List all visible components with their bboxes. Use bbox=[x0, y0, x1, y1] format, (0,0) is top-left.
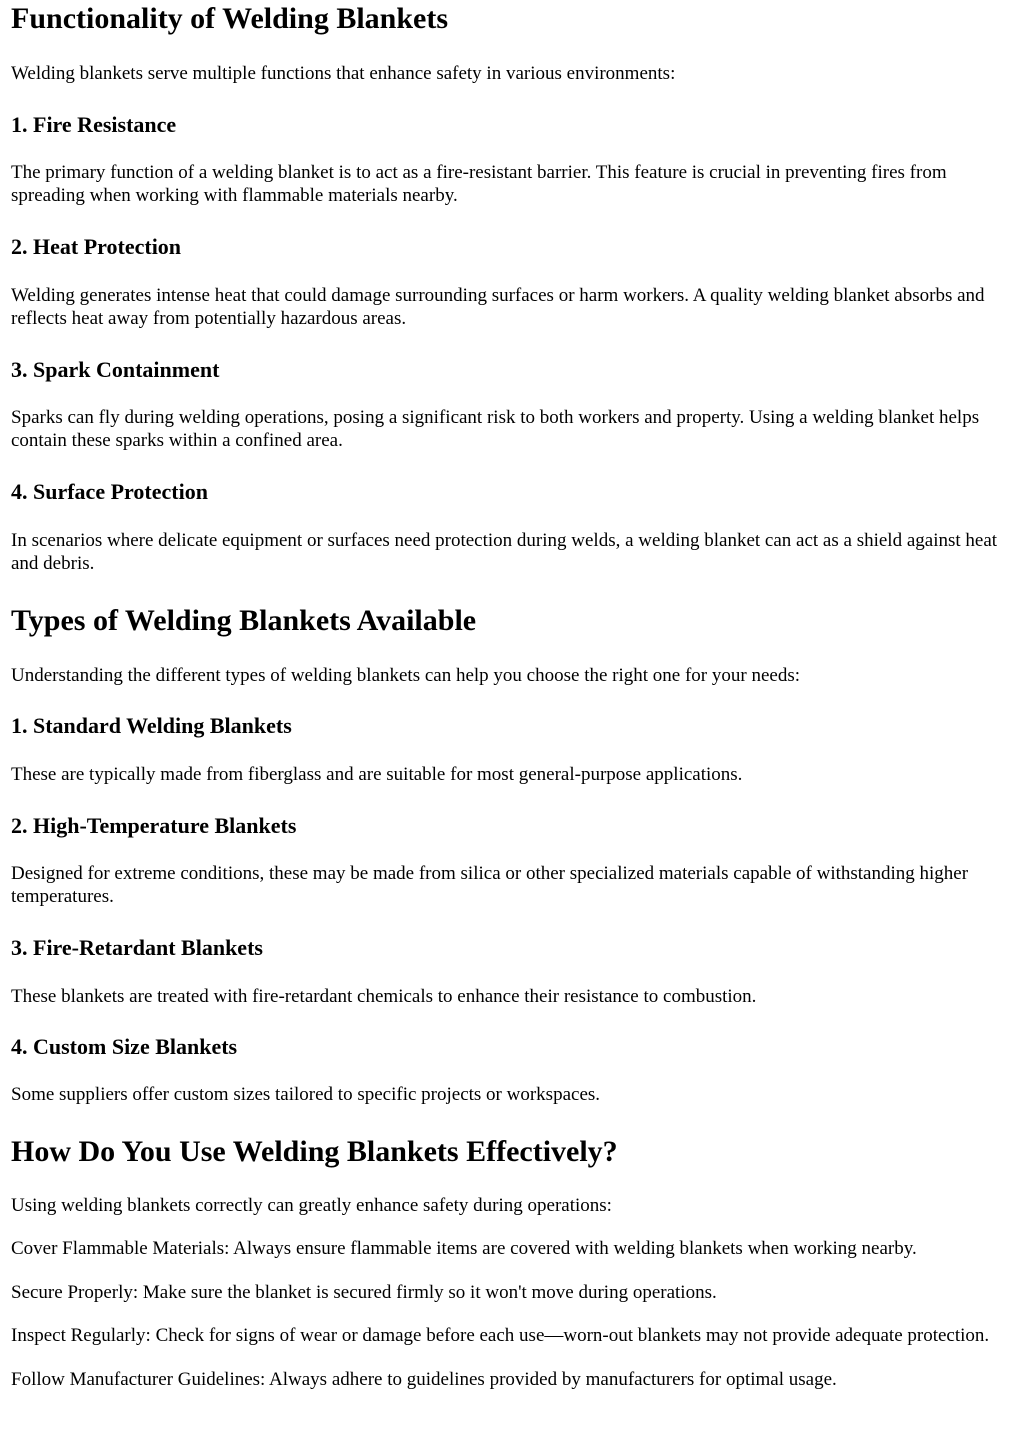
section-heading-functionality: Functionality of Welding Blankets bbox=[11, 2, 449, 35]
item-title: 2. High-Temperature Blankets bbox=[11, 812, 297, 838]
tip-item: Secure Properly: Make sure the blanket is secured firmly so it won't move during operations. bbox=[11, 1281, 717, 1303]
section-heading-types: Types of Welding Blankets Available bbox=[11, 603, 477, 637]
item-title: 1. Fire Resistance bbox=[11, 111, 177, 137]
item-text: Sparks can fly during welding operations, posing a significant risk to both workers and property. Using a welding blanket helps contain these sparks within a confined area. bbox=[11, 406, 980, 451]
item-text: The primary function of a welding blanket is to act as a fire-resistant barrier. This feature is crucial in preventing fires from spreading when working with flammable materials nearby. bbox=[11, 161, 947, 206]
item-title: 4. Custom Size Blankets bbox=[11, 1034, 238, 1059]
item-title: 2. Heat Protection bbox=[11, 233, 182, 259]
section-heading-usage: How Do You Use Welding Blankets Effectively? bbox=[11, 1134, 618, 1168]
item-text: Welding generates intense heat that could damage surrounding surfaces or harm workers. A quality welding blanket absorbs and reflects heat away from potentially hazardous areas. bbox=[11, 284, 985, 329]
item-text: Designed for extreme conditions, these may be made from silica or other specialized materials capable of withstanding higher temperatures. bbox=[11, 862, 969, 907]
item-text: Some suppliers offer custom sizes tailored to specific projects or workspaces. bbox=[11, 1084, 601, 1105]
section-intro: Understanding the different types of welding blankets can help you choose the right one for your needs: bbox=[11, 664, 800, 686]
tip-item: Inspect Regularly: Check for signs of wear or damage before each use—worn-out blankets may not provide adequate protection. bbox=[11, 1325, 990, 1346]
item-text: In scenarios where delicate equipment or surfaces need protection during welds, a welding blanket can act as a shield against heat and debris. bbox=[11, 529, 998, 574]
tip-item: Follow Manufacturer Guidelines: Always adhere to guidelines provided by manufacturers for optimal usage. bbox=[11, 1368, 837, 1390]
item-title: 4. Surface Protection bbox=[11, 478, 208, 504]
item-text: These are typically made from fiberglass and are suitable for most general-purpose applications. bbox=[11, 764, 743, 785]
item-text: These blankets are treated with fire-retardant chemicals to enhance their resistance to combustion. bbox=[11, 985, 757, 1007]
tip-item: Cover Flammable Materials: Always ensure flammable items are covered with welding blankets when working nearby. bbox=[11, 1238, 917, 1259]
item-title: 3. Fire-Retardant Blankets bbox=[11, 934, 263, 960]
section-intro: Using welding blankets correctly can greatly enhance safety during operations: bbox=[11, 1194, 612, 1216]
item-title: 3. Spark Containment bbox=[11, 356, 220, 382]
item-title: 1. Standard Welding Blankets bbox=[11, 713, 292, 738]
section-intro: Welding blankets serve multiple functions that enhance safety in various environments: bbox=[11, 63, 676, 84]
